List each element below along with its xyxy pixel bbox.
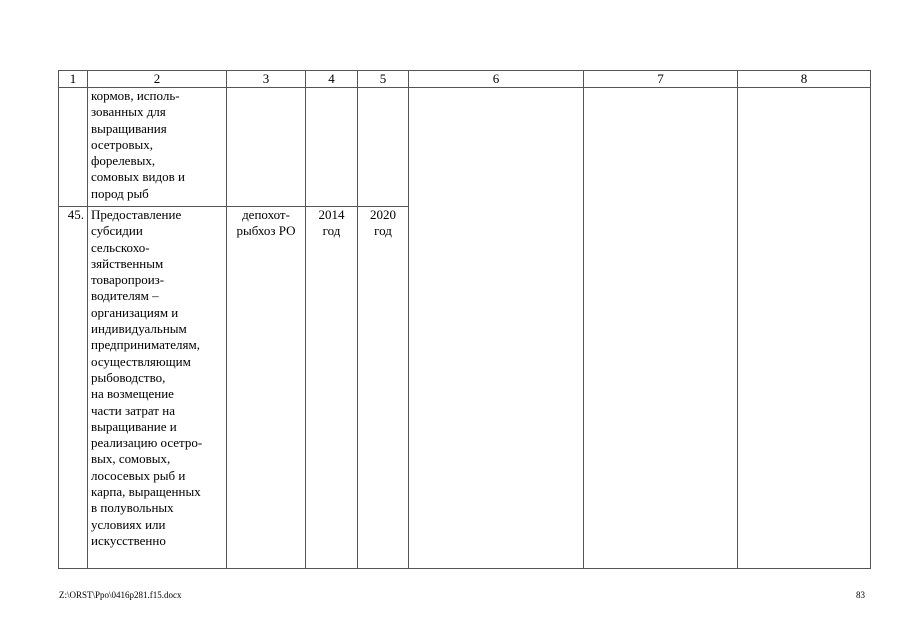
- row-description: Предоставление субсидии сельскохо- зяйственным товаропроиз- водителям – организациям и индивидуальным предпринимателям, осуществляющим рыбоводство, на возмещение части затрат на выращивание и реализацию осетро- вых, сомовых, лососевых рыб и карпа, выращенных в полувольных условиях или искусственно: [88, 207, 227, 569]
- table-row: [59, 88, 871, 207]
- column-8-cell: [738, 88, 871, 569]
- row-number: 45.: [59, 207, 88, 569]
- header-cell-6: 6: [409, 71, 584, 88]
- table-header-row: [59, 71, 871, 88]
- row-executor: депохот- рыбхоз РО: [227, 207, 306, 569]
- header-cell-3: 3: [227, 71, 306, 88]
- row-number: [59, 88, 88, 207]
- footer-page-number: 83: [856, 590, 865, 600]
- footer-file-path: Z:\ORST\Ppo\0416p281.f15.docx: [59, 590, 182, 600]
- row-end-year: [358, 88, 409, 207]
- header-cell-2: 2: [88, 71, 227, 88]
- header-cell-4: 4: [306, 71, 358, 88]
- header-cell-5: 5: [358, 71, 409, 88]
- row-executor: [227, 88, 306, 207]
- header-cell-7: 7: [584, 71, 738, 88]
- column-6-cell: [409, 88, 584, 569]
- header-cell-1: 1: [59, 71, 88, 88]
- row-end-year: 2020 год: [358, 207, 409, 569]
- document-table: [58, 70, 871, 569]
- header-cell-8: 8: [738, 71, 871, 88]
- row-description: кормов, исполь- зованных для выращивания осетровых, форелевых, сомовых видов и пород рыб: [88, 88, 227, 207]
- row-start-year: 2014 год: [306, 207, 358, 569]
- column-7-cell: [584, 88, 738, 569]
- row-start-year: [306, 88, 358, 207]
